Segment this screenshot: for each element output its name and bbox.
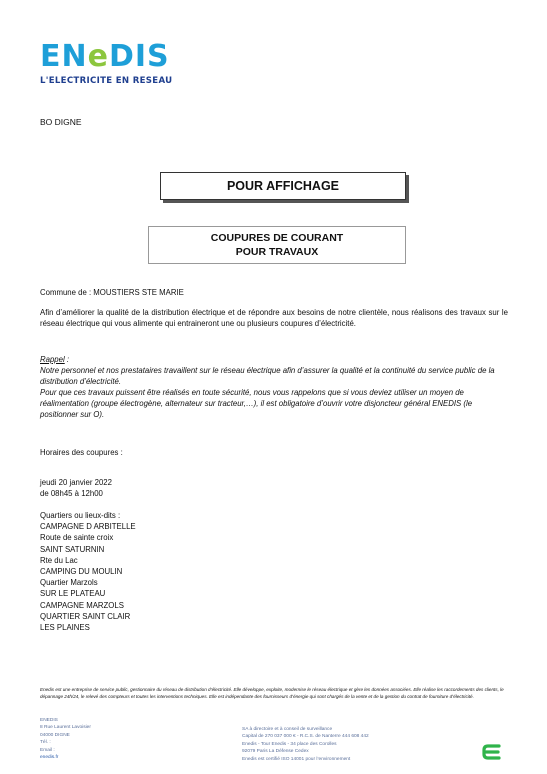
footer-legal-line-4: 92079 Paris La Défense Cedex	[242, 749, 309, 755]
rappel-paragraph-2: Pour que ces travaux puissent être réalisés en toute sécurité, nous vous rappelons que si vous deviez utiliser un moyen de réalimentation (groupe électrogène, alternateur sur tracteur,…), il est obligatoire d’ouvrir votre disjoncteur général ENEDIS (le positionner sur O).	[40, 388, 473, 419]
commune: Commune de : MOUSTIERS STE MARIE	[40, 288, 184, 297]
list-item: SUR LE PLATEAU	[40, 589, 106, 599]
legal-notice: Enedis est une entreprise de service public, gestionnaire du réseau de distribution d’électricité. Elle développe, exploite, modernise le réseau électrique et gère les données associées. Elle réalise les raccordements des clients, le dépannage 24h/24, le relevé des compteurs et toutes les interventions techniques. Elle est indépendante des fournisseurs d’énergie qui sont chargés de la vente et de la gestion du contrat de fourniture d’électricité.	[40, 687, 504, 699]
hours-title: Horaires des coupures :	[40, 448, 123, 457]
outage-schedule	[40, 477, 508, 499]
footer-legal-line-5: Enedis est certifié ISO 14001 pour l’environnement	[242, 756, 351, 762]
enedis-e-icon	[480, 740, 502, 764]
list-item: CAMPING DU MOULIN	[40, 567, 123, 577]
footer-legal-info	[242, 726, 369, 763]
footer-tel: Tél. :	[40, 740, 51, 746]
list-item: LES PLAINES	[40, 623, 90, 633]
enedis-logo	[40, 39, 170, 74]
places-title: Quartiers ou lieux-dits :	[40, 511, 121, 520]
footer-contact	[40, 717, 91, 761]
footer-address-1: 8 Rue Laurent Lavoisier	[40, 725, 91, 731]
site-name: BO DIGNE	[40, 117, 82, 127]
rappel-paragraph-1: Notre personnel et nos prestataires travaillent sur le réseau électrique afin d’assurer la qualité et la continuité du service public de la distribution d’électricité.	[40, 366, 495, 386]
places-list	[40, 510, 508, 633]
logo-tagline: L'ELECTRICITE EN RESEAU	[40, 76, 173, 86]
list-item: QUARTIER SAINT CLAIR	[40, 611, 131, 621]
notice-title-box	[160, 172, 406, 200]
outage-time: de 08h45 à 12h00	[40, 489, 103, 498]
logo-word-start: EN	[40, 39, 88, 74]
outage-date: jeudi 20 janvier 2022	[40, 478, 112, 487]
list-item: CAMPAGNE D ARBITELLE	[40, 522, 136, 532]
footer-legal-line-3: Enedis - Tour Enedis - 34 place des Corolles	[242, 741, 337, 747]
notice-title: POUR AFFICHAGE	[226, 179, 340, 193]
footer-legal-line-1: SA à directoire et à conseil de surveillance	[242, 727, 333, 732]
footer-address-2: 04000 DIGNE	[40, 732, 70, 738]
rappel-title: Rappel	[40, 355, 65, 364]
rappel-section	[40, 354, 508, 420]
footer-legal-line-2: Capital de 270 037 000 € - R.C.S. de Nanterre 444 608 442	[242, 734, 369, 740]
list-item: Rte du Lac	[40, 555, 78, 565]
footer-website-link[interactable]: enedis.fr	[40, 755, 59, 761]
rappel-sep: :	[64, 355, 70, 364]
subject-box	[148, 226, 406, 264]
list-item: Quartier Marzols	[40, 578, 98, 588]
subject-line-2: POUR TRAVAUX	[235, 246, 319, 258]
logo-word-mid: e	[87, 39, 109, 74]
subject-line-1: COUPURES DE COURANT	[210, 232, 344, 244]
list-item: Route de sainte croix	[40, 533, 114, 543]
list-item: SAINT SATURNIN	[40, 544, 105, 554]
list-item: CAMPAGNE MARZOLS	[40, 600, 124, 610]
footer-email: Email :	[40, 747, 55, 753]
footer-company: ENEDIS	[40, 718, 58, 723]
logo-word-end: DIS	[108, 39, 170, 74]
rappel-heading	[40, 354, 508, 365]
intro-paragraph: Afin d’améliorer la qualité de la distribution électrique et de répondre aux besoins de notre clientèle, nous réalisons des travaux sur le réseau électrique qui vous alimente qui entraineront une ou plusieurs coupures d’électricité.	[40, 308, 508, 328]
